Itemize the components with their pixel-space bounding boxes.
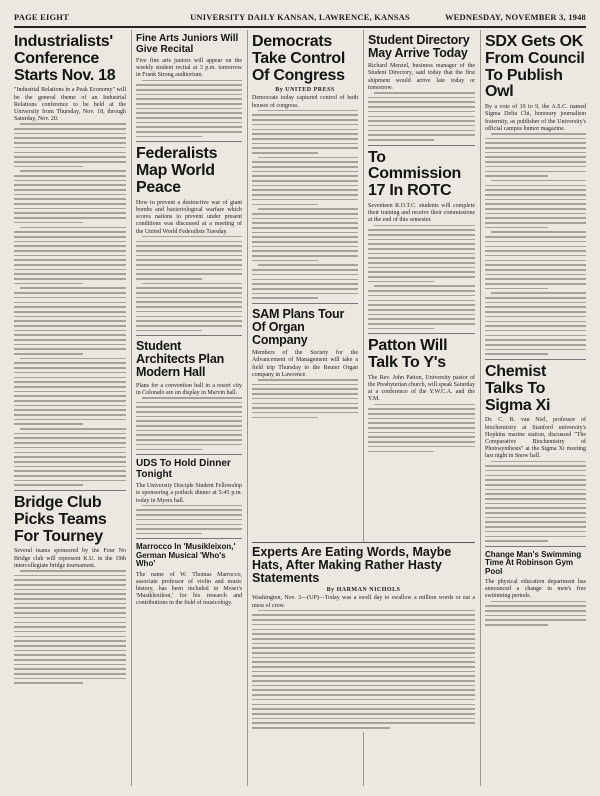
patton-lead: The Rev. John Patton, University pastor of the Presbyterian church, will speak Saturday at a conference of the Y.W.C.A. and the Y.M. bbox=[368, 374, 475, 403]
column-rule bbox=[131, 30, 132, 786]
architects-lead: Plans for a convention hall in a resort city in Colorado are on display in Marvin hall. bbox=[136, 382, 242, 396]
column-rule bbox=[480, 30, 481, 786]
fine-arts-headline: Fine Arts Juniors Will Give Recital bbox=[136, 33, 239, 55]
patton-headline: Patton Will Talk To Y's bbox=[368, 337, 448, 372]
article-body-lines bbox=[368, 92, 475, 140]
uds-dinner-headline: UDS To Hold Dinner Tonight bbox=[136, 458, 231, 480]
bridge-club-headline: Bridge Club Picks Teams For Tourney bbox=[14, 493, 107, 545]
article-body-lines bbox=[14, 123, 126, 486]
article-body-lines bbox=[485, 133, 586, 355]
sam-tour-headline: SAM Plans Tour Of Organ Company bbox=[252, 306, 345, 348]
column-3 bbox=[252, 30, 358, 421]
sam-tour-lead: Members of the Society for the Advancement of Management will take a field trip Thursday to the Reuter Organ company in Lawrence. bbox=[252, 350, 358, 378]
rotc-lead: Seventeen R.O.T.C. students will complete their training and receive their commissions at the end of this semester. bbox=[368, 202, 475, 224]
swimming-headline: Change Man's Swimming Time At Robinson Gym Pool bbox=[485, 549, 582, 576]
column-4 bbox=[368, 30, 475, 455]
experts-headline: Experts Are Eating Words, Maybe Hats, After Making Rather Hasty Statements bbox=[252, 545, 452, 586]
article-body-lines bbox=[252, 379, 358, 418]
article-body-lines bbox=[485, 461, 586, 542]
sdx-headline: SDX Gets OK From Council To Publish Owl bbox=[485, 33, 585, 101]
rotc-headline: To Commission 17 In ROTC bbox=[368, 148, 462, 200]
democrats-lead: Democrats today captured control of both houses of congress. bbox=[252, 95, 358, 109]
column-1 bbox=[14, 30, 126, 687]
article-body-lines bbox=[485, 601, 586, 626]
article-body-lines bbox=[252, 110, 358, 299]
page-number: PAGE EIGHT bbox=[14, 12, 69, 22]
experts-story bbox=[252, 542, 475, 732]
article-body-lines bbox=[368, 225, 475, 330]
article-body-lines bbox=[136, 505, 242, 535]
newspaper-name: UNIVERSITY DAILY KANSAN, LAWRENCE, KANSAS bbox=[190, 12, 410, 22]
experts-lead: Washington, Nov. 3—(UP)—Today was a swell day to swallow a million words or eat a mess of crow. bbox=[252, 595, 475, 609]
directory-lead: Richard Menzel, business manager of the Student Directory, said today that the first shipment would arrive late today or tomorrow. bbox=[368, 63, 475, 91]
fine-arts-lead: Five fine arts juniors will appear on the weekly student recital at 3 p.m. tomorrow in Frank Strong auditorium. bbox=[136, 58, 242, 79]
chemist-headline: Chemist Talks To Sigma Xi bbox=[485, 362, 551, 414]
industrialists-lead: "Industrial Relations in a Peak Economy" will be the general theme of an Industrial Relations conference to be held at the University from Thursday, Nov. 18, through Saturday, Nov. 20. bbox=[14, 87, 126, 123]
article-body-lines bbox=[136, 80, 242, 138]
article-body-lines bbox=[368, 404, 475, 452]
industrialists-headline: Industrialists' Conference Starts Nov. 18 bbox=[14, 33, 116, 84]
chemist-lead: Dr. C. B. van Niel, professor of biochemistry at Stanford university's Hopkins marine station, discussed "The Comparative Biochemistry of Photosynthesis" at the Sigma Xi meeting last night in Snow hall. bbox=[485, 417, 586, 460]
article-body-lines bbox=[14, 570, 126, 684]
column-5 bbox=[485, 30, 586, 629]
democrats-headline: Democrats Take Control Of Congress bbox=[252, 33, 346, 84]
directory-headline: Student Directory May Arrive Today bbox=[368, 33, 470, 61]
marrocco-headline: Marrocco In 'Musikleixon,' German Musical 'Who's Who' bbox=[136, 542, 236, 569]
experts-byline: By HARMAN NICHOLS bbox=[326, 587, 401, 594]
uds-dinner-lead: The University Disciple Student Fellowship is sponsoring a potluck dinner at 5:45 p.m. today in Myers hall. bbox=[136, 483, 242, 504]
article-body-lines bbox=[136, 397, 242, 450]
democrats-byline: By UNITED PRESS bbox=[275, 87, 335, 94]
column-rule bbox=[247, 30, 248, 786]
article-body-lines bbox=[136, 236, 242, 331]
article-body-lines bbox=[252, 610, 475, 729]
folio-line bbox=[14, 12, 586, 26]
federalists-lead: How to prevent a destructive war of giant bombs and bacteriological warfare which scores nations to prevent under present conditions was discussed at a meeting of the United World Federalists Tuesday. bbox=[136, 199, 242, 235]
swimming-lead: The physical education department has announced a change in men's free swimming periods. bbox=[485, 578, 586, 600]
bridge-club-lead: Several teams sponsored by the Four No Bridge club will represent K.U. in the 19th intercollegiate bridge tournament. bbox=[14, 548, 126, 569]
federalists-headline: Federalists Map World Peace bbox=[136, 145, 218, 197]
marrocco-lead: The name of W. Thomas Marrocco, associate professor of violin and music history, has been included in Moser's 'Musiklexikon,' for his research and contributions in the field of musicology. bbox=[136, 571, 242, 607]
column-2 bbox=[136, 30, 242, 608]
sdx-lead: By a vote of 19 to 9, the A.S.C. named Sigma Delta Chi, honorary journalism fraternity, as publisher of the University's official campus humor magazine. bbox=[485, 104, 586, 132]
architects-headline: Student Architects Plan Modern Hall bbox=[136, 339, 225, 380]
masthead-rule bbox=[14, 26, 586, 28]
issue-date: WEDNESDAY, NOVEMBER 3, 1948 bbox=[444, 12, 586, 22]
